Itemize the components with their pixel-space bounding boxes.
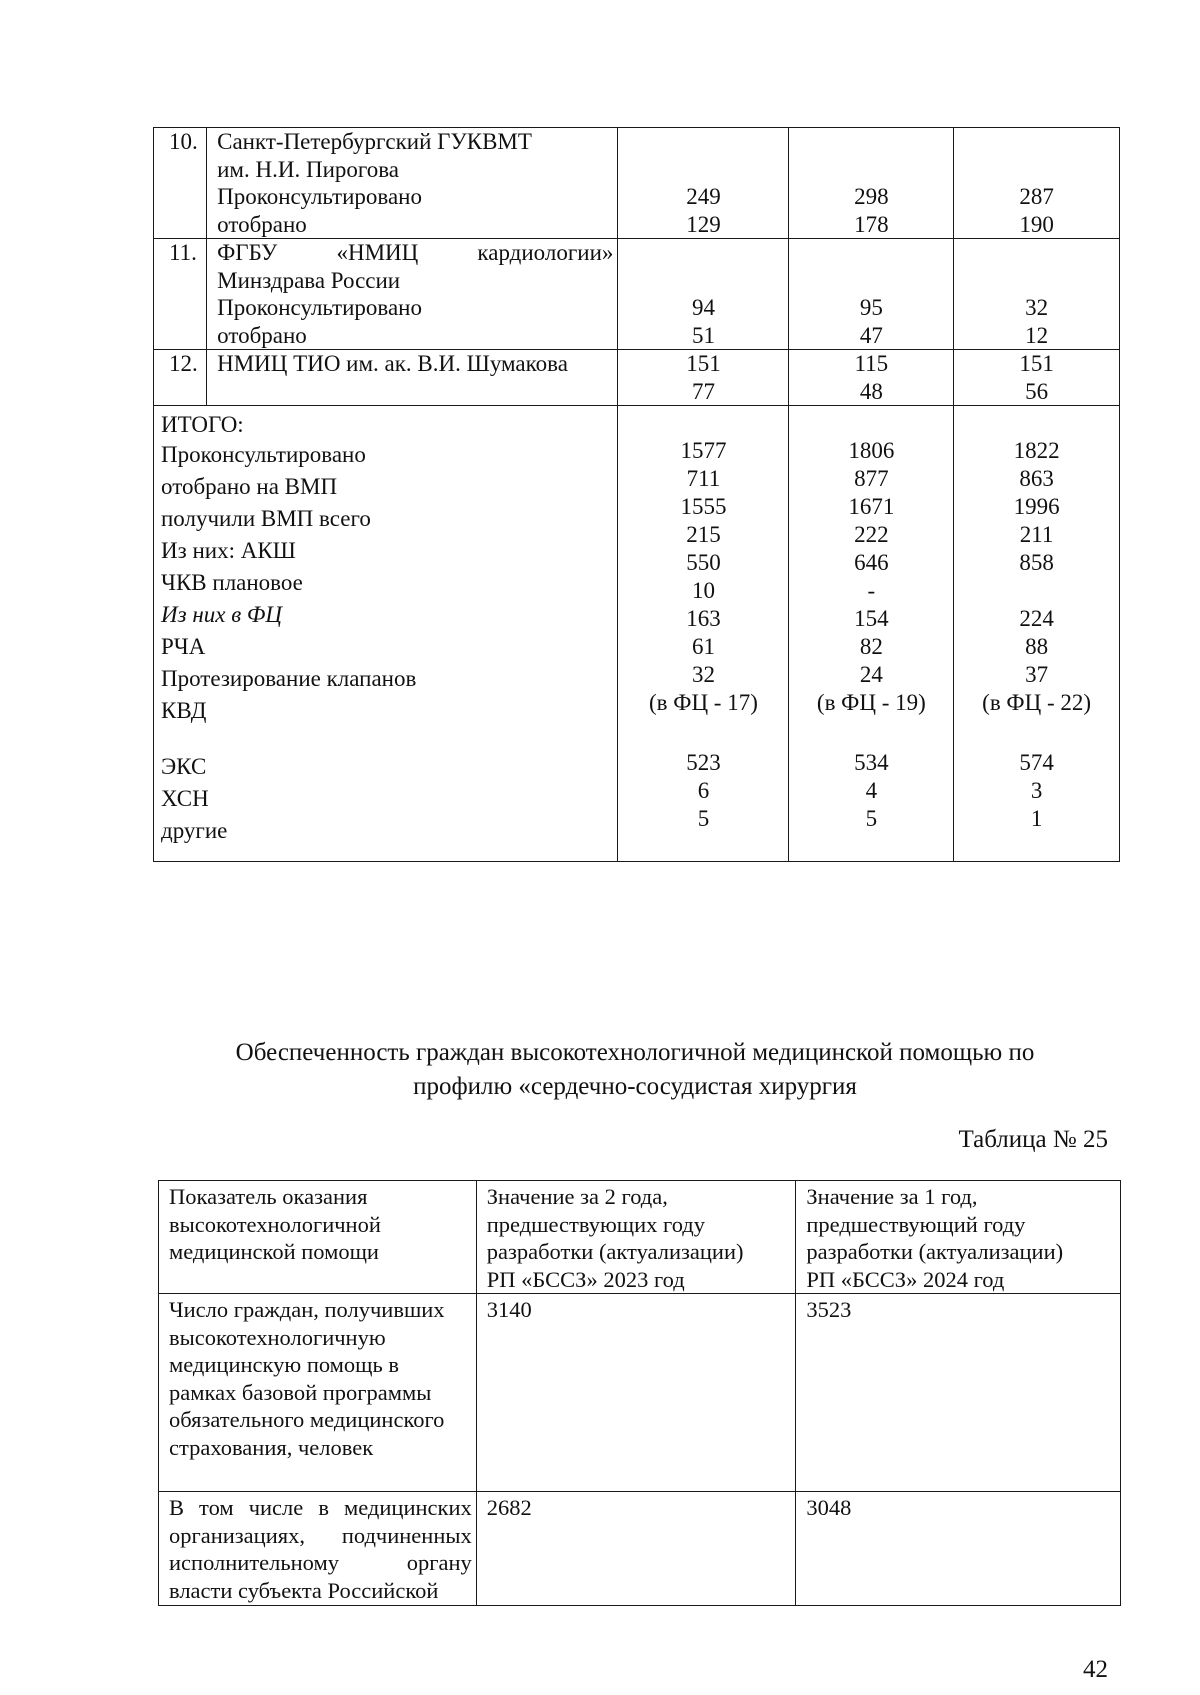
value: 163 xyxy=(686,606,721,631)
value: 863 xyxy=(1019,466,1054,491)
value: 298 xyxy=(854,184,889,209)
totals-label: КВД xyxy=(161,698,207,723)
value: 646 xyxy=(854,550,889,575)
header-cell: Значение за 1 год, предшествующий году разработки (актуализации) РП «БССЗ» 2024 год xyxy=(796,1181,1121,1294)
section-heading xyxy=(150,1036,1120,1104)
table-row xyxy=(154,350,1120,406)
row-number: 12. xyxy=(154,350,207,406)
value: 1671 xyxy=(848,494,895,519)
value: 48 xyxy=(859,378,883,404)
value: (в ФЦ - 22) xyxy=(982,690,1092,715)
header-cell: Показатель оказания высокотехнологичной медицинской помощи xyxy=(159,1181,477,1294)
value: 94 xyxy=(691,295,715,320)
totals-heading: ИТОГО: xyxy=(161,412,244,437)
table-number: Таблица № 25 xyxy=(958,1126,1108,1153)
table-row xyxy=(159,1294,1121,1492)
value: 24 xyxy=(859,662,883,687)
totals-label: Из них в ФЦ xyxy=(161,602,283,627)
value: 10 xyxy=(691,578,715,603)
value: 1806 xyxy=(848,438,895,463)
row-number: 10. xyxy=(154,128,207,239)
row-number: 11. xyxy=(154,239,207,350)
totals-label: получили ВМП всего xyxy=(161,506,371,531)
totals-column xyxy=(954,406,1120,862)
value-cell: 3523 xyxy=(796,1294,1121,1492)
value: 37 xyxy=(1025,662,1049,687)
totals-label: отобрано на ВМП xyxy=(161,474,338,499)
value-cell xyxy=(789,239,954,350)
value: 3 xyxy=(1030,778,1043,803)
value: 47 xyxy=(859,322,883,348)
institution-name: Минздрава России xyxy=(217,267,401,293)
value: 56 xyxy=(1025,378,1049,404)
value: 877 xyxy=(854,466,889,491)
totals-label: РЧА xyxy=(161,634,206,659)
value-cell xyxy=(618,239,789,350)
value: 115 xyxy=(854,351,889,376)
value: 82 xyxy=(859,634,883,659)
value-cell xyxy=(789,350,954,406)
totals-label: ХСН xyxy=(161,786,209,811)
value: 711 xyxy=(686,466,721,491)
value: 61 xyxy=(691,634,715,659)
value: 88 xyxy=(1025,634,1049,659)
value: 51 xyxy=(691,322,715,348)
vmp-table xyxy=(158,1180,1121,1606)
value: 151 xyxy=(1019,351,1054,376)
value: 12 xyxy=(1025,322,1049,348)
value-cell xyxy=(618,350,789,406)
page-number: 42 xyxy=(1083,1656,1108,1683)
value: 5 xyxy=(865,806,878,831)
spacer xyxy=(954,717,1119,749)
totals-column xyxy=(789,406,954,862)
value: 287 xyxy=(1019,184,1054,209)
value: 222 xyxy=(854,522,889,547)
value: 249 xyxy=(686,184,721,209)
value: - xyxy=(867,578,876,603)
spacer xyxy=(161,727,617,751)
institution-name: Санкт-Петербургский ГУКВМТ xyxy=(217,129,532,154)
totals-label: ЭКС xyxy=(161,754,207,779)
institution-name: ФГБУ «НМИЦ кардиологии» xyxy=(217,240,614,265)
institution-cell xyxy=(207,128,618,239)
value: 215 xyxy=(686,522,721,547)
totals-label: Проконсультировано xyxy=(161,442,366,467)
value: (в ФЦ - 19) xyxy=(816,690,926,715)
totals-column xyxy=(618,406,789,862)
value: 1 xyxy=(1030,806,1043,831)
value-cell: 3140 xyxy=(476,1294,796,1492)
totals-label: ЧКВ плановое xyxy=(161,570,303,595)
header-cell: Значение за 2 года, предшествующих году разработки (актуализации) РП «БССЗ» 2023 год xyxy=(476,1181,796,1294)
value xyxy=(954,577,1119,605)
value: 1996 xyxy=(1013,494,1060,519)
institution-cell xyxy=(207,239,618,350)
value: 1555 xyxy=(680,494,727,519)
value: 1577 xyxy=(680,438,727,463)
heading-line: Обеспеченность граждан высокотехнологичной медицинской помощью по xyxy=(235,1039,1035,1066)
value: 32 xyxy=(691,662,715,687)
value-cell xyxy=(954,350,1120,406)
table-row xyxy=(154,239,1120,350)
table-header-row xyxy=(159,1181,1121,1294)
value-cell xyxy=(954,239,1120,350)
value: 858 xyxy=(1019,550,1054,575)
heading-line: профилю «сердечно-сосудистая хирургия xyxy=(413,1073,857,1100)
value-cell xyxy=(954,128,1120,239)
row-label: отобрано xyxy=(217,211,307,237)
value: 4 xyxy=(865,778,878,803)
spacer xyxy=(618,717,788,749)
table-row xyxy=(154,128,1120,239)
value: 574 xyxy=(1019,750,1054,775)
value: 5 xyxy=(697,806,710,831)
value: (в ФЦ - 17) xyxy=(649,690,758,715)
value: 190 xyxy=(1019,211,1054,237)
value: 95 xyxy=(859,295,883,320)
institution-name: им. Н.И. Пирогова xyxy=(217,156,400,182)
value-cell xyxy=(618,128,789,239)
value-cell: 2682 xyxy=(476,1492,796,1606)
value: 77 xyxy=(691,378,715,404)
totals-label: Из них: АКШ xyxy=(161,538,296,563)
row-label: Проконсультировано xyxy=(217,184,422,209)
value: 523 xyxy=(686,750,721,775)
table-row xyxy=(159,1492,1121,1606)
value: 211 xyxy=(1019,522,1054,547)
value: 550 xyxy=(686,550,721,575)
value: 1822 xyxy=(1013,438,1060,463)
value: 32 xyxy=(1025,295,1049,320)
value: 151 xyxy=(686,351,721,376)
value: 6 xyxy=(697,778,710,803)
value-cell xyxy=(789,128,954,239)
row-label: Проконсультировано xyxy=(217,295,422,320)
row-label: отобрано xyxy=(217,322,307,348)
institution-name: НМИЦ ТИО им. ак. В.И. Шумакова xyxy=(207,350,618,406)
value: 178 xyxy=(854,211,889,237)
totals-label: другие xyxy=(161,818,228,843)
totals-row xyxy=(154,406,1120,862)
indicator-cell: Число граждан, получивших высокотехнологичную медицинскую помощь в рамках базовой программы обязательного медицинского страхования, человек xyxy=(159,1294,477,1492)
value-cell: 3048 xyxy=(796,1492,1121,1606)
value: 534 xyxy=(854,750,889,775)
value: 224 xyxy=(1019,606,1054,631)
value: 129 xyxy=(686,211,721,237)
hospitals-table xyxy=(153,127,1120,862)
value: 154 xyxy=(854,606,889,631)
totals-labels xyxy=(154,406,618,862)
spacer xyxy=(789,717,953,749)
indicator-cell: В том числе в медицинских организациях, подчиненных исполнительному органу власти субъекта Российской xyxy=(159,1492,477,1606)
totals-label: Протезирование клапанов xyxy=(161,666,417,691)
